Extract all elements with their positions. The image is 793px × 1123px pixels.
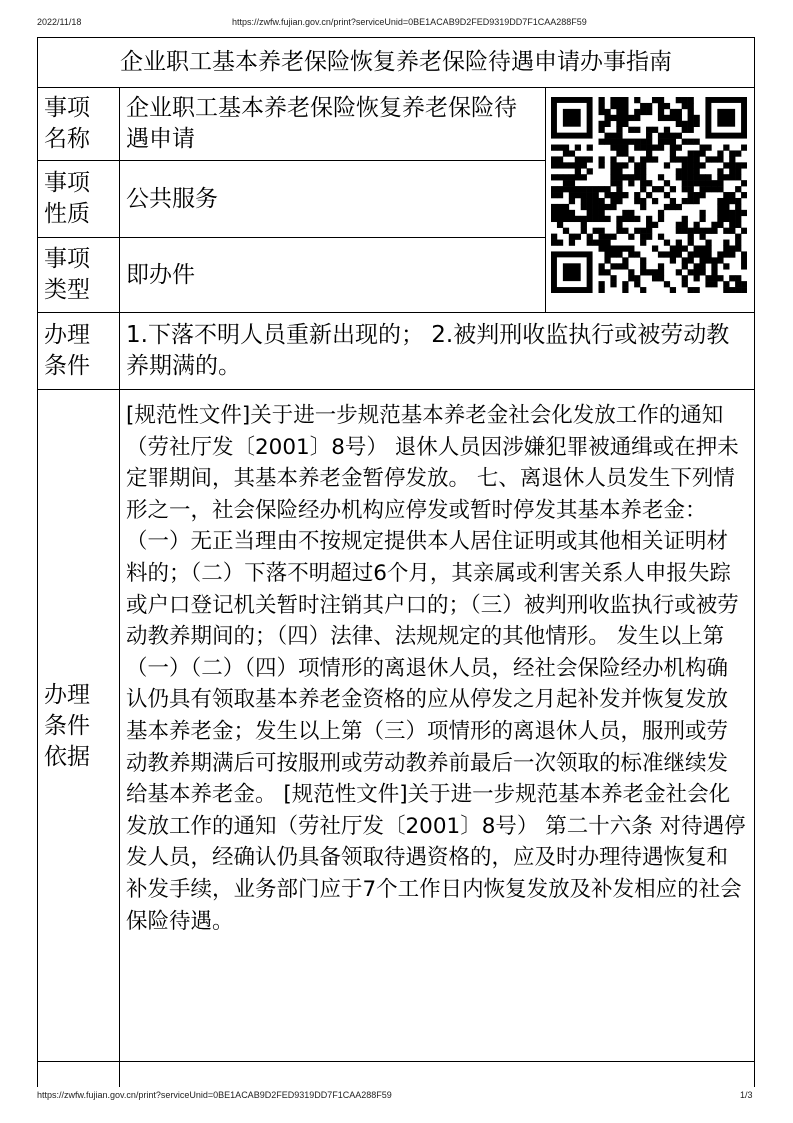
- value-item-type: 即办件: [126, 262, 195, 288]
- print-date: 2022/11/18: [37, 17, 82, 27]
- print-url-header: https://zwfw.fujian.gov.cn/print?serviceUnid=0BE1ACAB9D2FED9319DD7F1CAA288F59: [232, 17, 587, 27]
- value-condition: 1.下落不明人员重新出现的； 2.被判刑收监执行或被劳动教养期满的。: [126, 322, 730, 379]
- label-item-nature: 事项性质: [44, 170, 90, 227]
- label-condition-basis: 办理条件依据: [44, 682, 90, 770]
- label-condition: 办理条件: [44, 322, 90, 379]
- page-title: 企业职工基本养老保险恢复养老保险待遇申请办事指南: [120, 49, 672, 75]
- label-item-type: 事项类型: [44, 246, 90, 303]
- page-number: 1/3: [740, 1090, 753, 1100]
- print-url-footer: https://zwfw.fujian.gov.cn/print?serviceUnid=0BE1ACAB9D2FED9319DD7F1CAA288F59: [37, 1090, 392, 1100]
- value-item-nature: 公共服务: [126, 186, 218, 212]
- value-item-name: 企业职工基本养老保险恢复养老保险待遇申请: [126, 95, 517, 152]
- qr-code-icon: [551, 97, 747, 293]
- value-condition-basis: [规范性文件]关于进一步规范基本养老金社会化发放工作的通知（劳社厅发〔2001〕8号） 退休人员因涉嫌犯罪被通缉或在押未定罪期间，其基本养老金暂停发放。 七、离退休人员发生下列情形之一，社会保险经办机构应停发或暂时停发其基本养老金：（一）无正当理由不按规定提供本人居住证明或其他相关证明材料的；（二）下落不明超过6个月，其亲属或利害关系人申报失踪或户口登记机关暂时注销其户口的；（三）被判刑收监执行或被劳动教养期间的；（四）法律、法规规定的其他情形。 发生以上第（一）（二）（四）项情形的离退休人员，经社会保险经办机构确认仍具有领取基本养老金资格的应从停发之月起补发并恢复发放基本养老金；发生以上第（三）项情形的离退休人员，服刑或劳动教养期满后可按服刑或劳动教养前最后一次领取的标准继续发给基本养老金。 [规范性文件]关于进一步规范基本养老金社会化发放工作的通知（劳社厅发〔2001〕8号） 第二十六条 对待遇停发人员，经确认仍具备领取待遇资格的，应及时办理待遇恢复和补发手续，业务部门应于7个工作日内恢复发放及补发相应的社会保险待遇。: [126, 403, 746, 934]
- label-item-name: 事项名称: [44, 95, 90, 152]
